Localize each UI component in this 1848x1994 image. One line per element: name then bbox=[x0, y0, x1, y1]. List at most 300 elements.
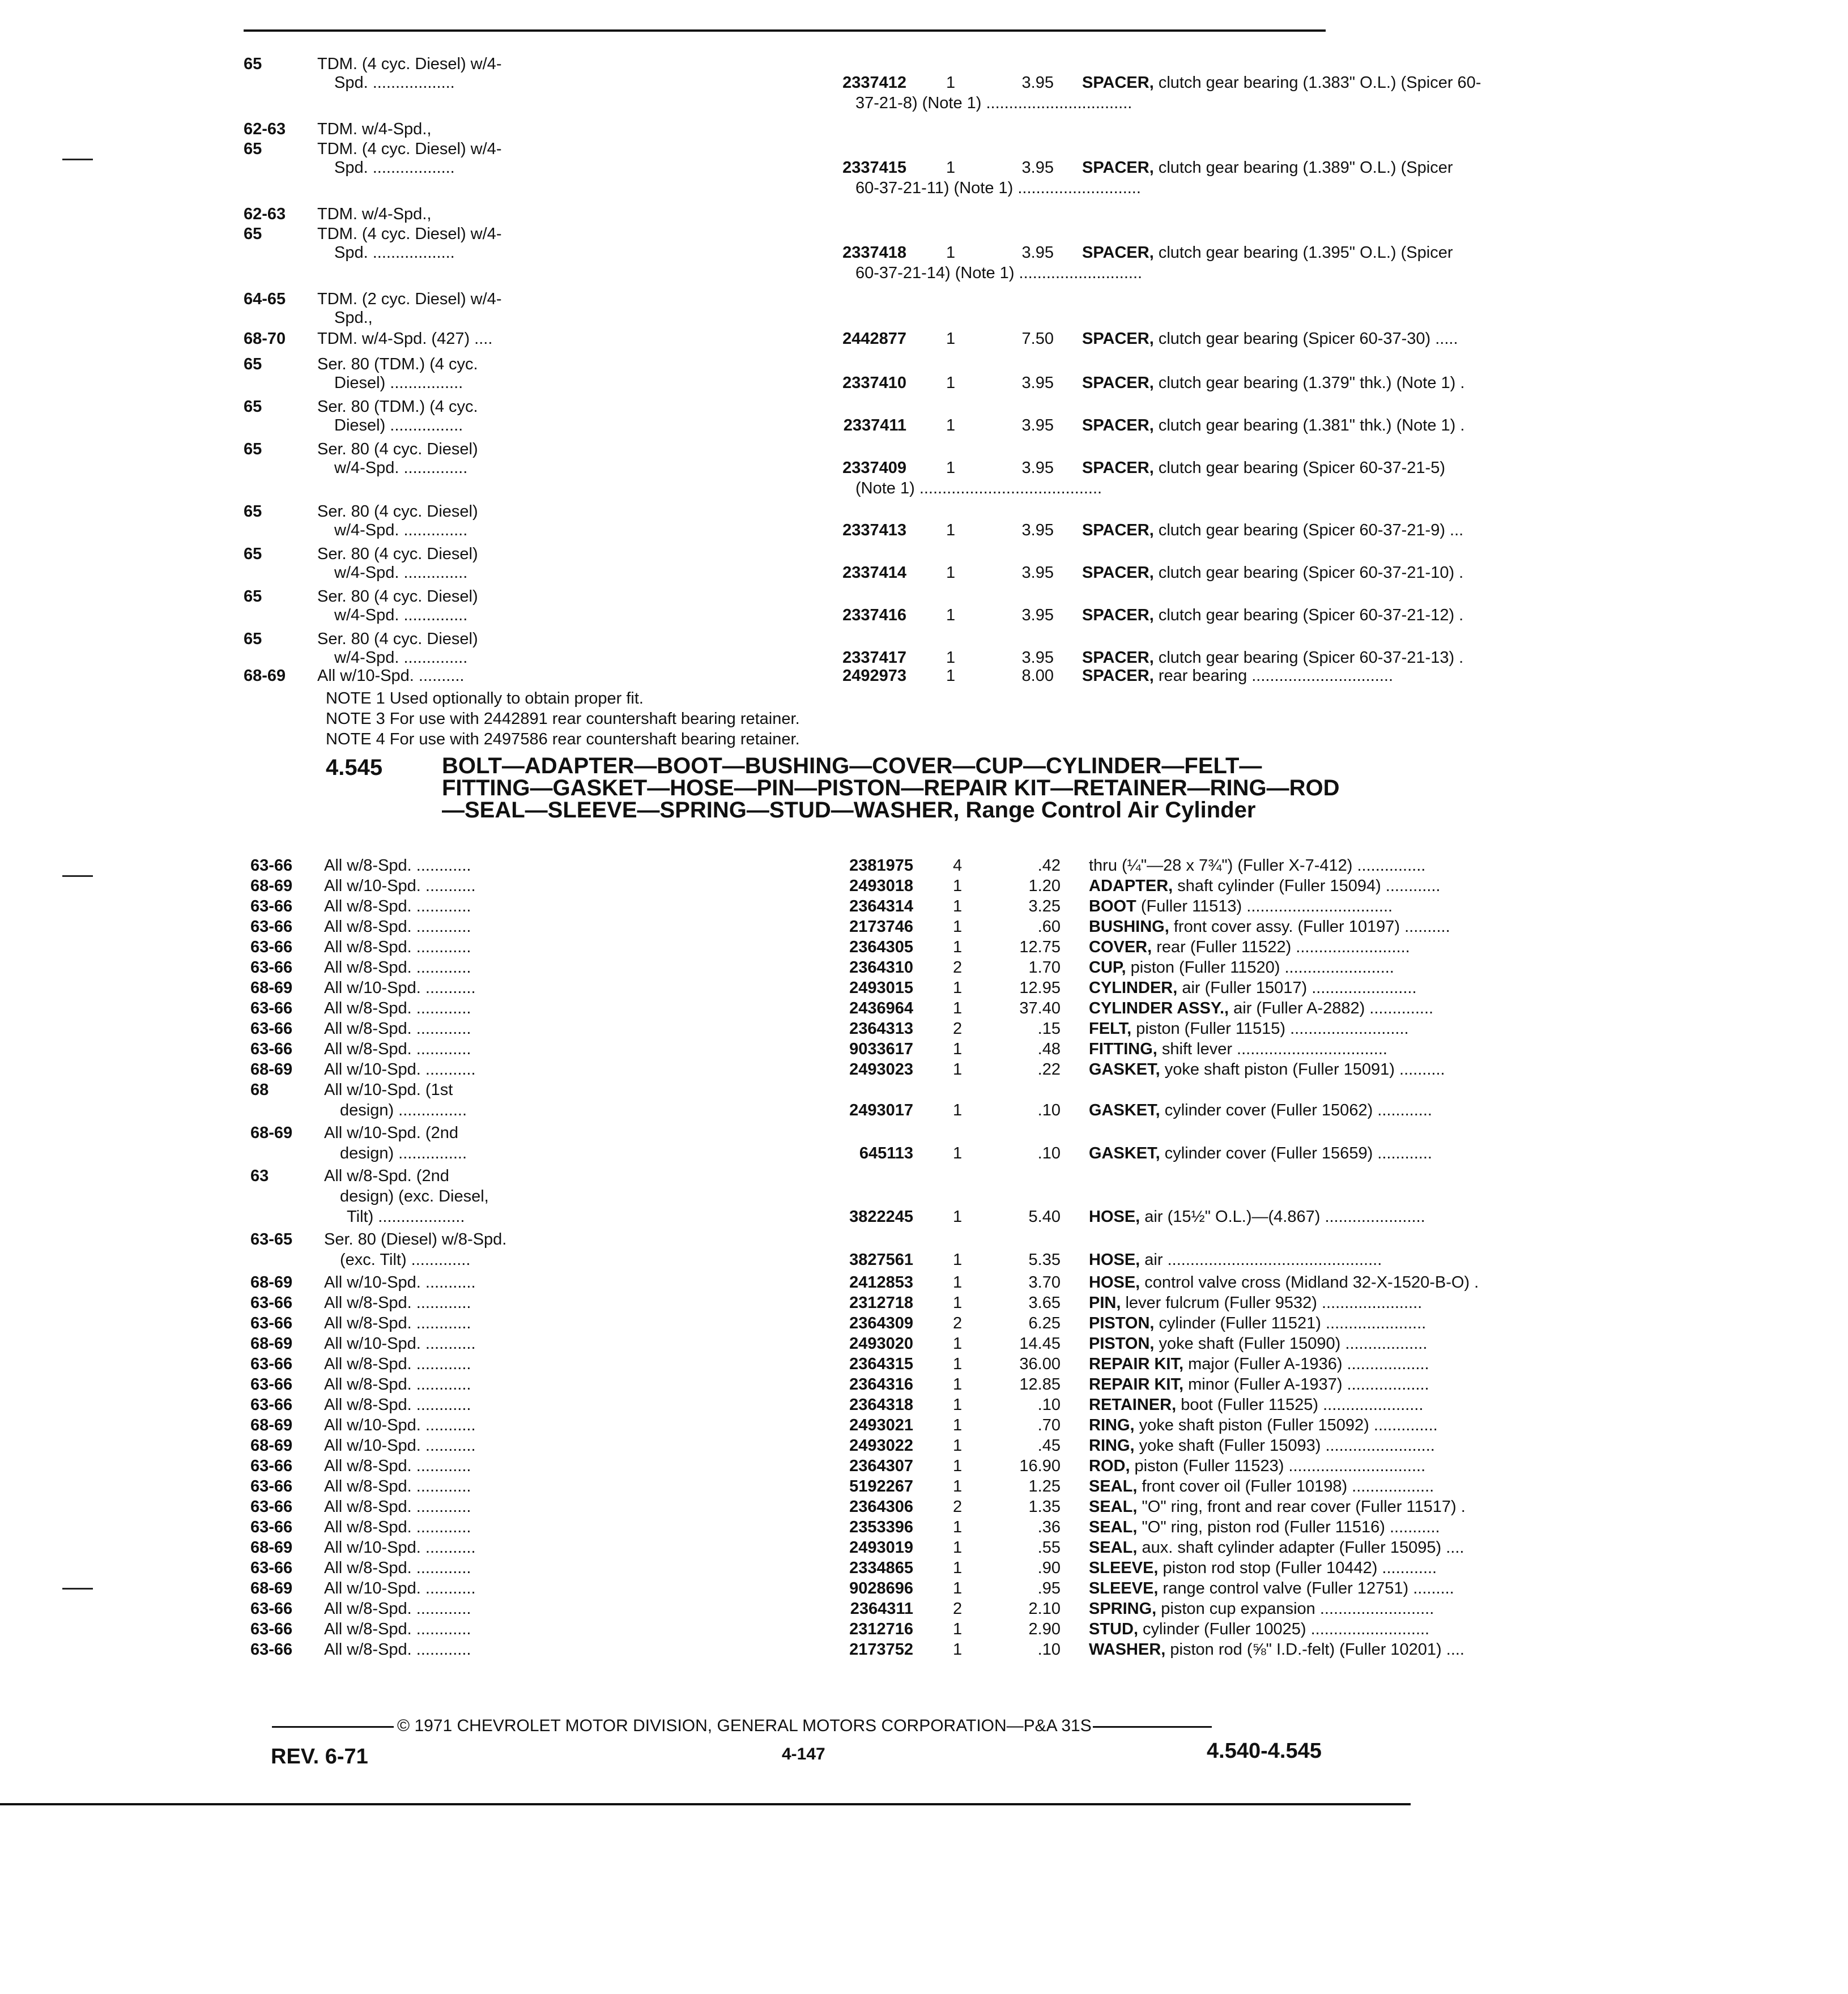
margin-mark bbox=[62, 1588, 93, 1590]
year-cell: 68-69 bbox=[250, 1579, 293, 1597]
part-name: REPAIR KIT, bbox=[1089, 1375, 1184, 1394]
description-cell bbox=[1089, 1250, 1848, 1270]
part-description: yoke shaft piston (Fuller 15092) .............. bbox=[1134, 1416, 1438, 1434]
part-description: aux. shaft cylinder adapter (Fuller 15095) .... bbox=[1137, 1539, 1464, 1557]
table-row bbox=[250, 855, 1426, 876]
description-cell bbox=[1082, 329, 1841, 349]
year-cell: 63-66 bbox=[250, 1294, 293, 1312]
year-cell: 63-66 bbox=[250, 1314, 293, 1332]
part-name: SPACER, bbox=[1082, 330, 1154, 348]
price-cell: .95 bbox=[1037, 1579, 1061, 1597]
year-cell: 62-63 bbox=[244, 205, 286, 223]
part-name: SPACER, bbox=[1082, 416, 1154, 434]
part-name: SPACER, bbox=[1082, 374, 1154, 392]
year-cell: 63-66 bbox=[250, 1355, 293, 1373]
model-cell: Ser. 80 (4 cyc. Diesel) bbox=[317, 545, 478, 563]
part-description: front cover assy. (Fuller 10197) .......... bbox=[1169, 918, 1450, 936]
quantity-cell: 4 bbox=[953, 857, 963, 875]
part-number-cell: 2337411 bbox=[843, 416, 906, 434]
model-continuation: w/4-Spd. .............. bbox=[334, 564, 468, 582]
quantity-cell: 1 bbox=[953, 999, 963, 1017]
quantity-cell: 1 bbox=[946, 649, 956, 667]
year-cell: 68-70 bbox=[244, 330, 286, 348]
price-cell: .90 bbox=[1037, 1559, 1061, 1577]
table-row bbox=[250, 998, 1434, 1019]
year-cell: 68-69 bbox=[250, 1437, 293, 1455]
part-number-cell: 2364306 bbox=[849, 1498, 913, 1516]
year-cell: 63-65 bbox=[250, 1230, 293, 1249]
part-name: SLEEVE, bbox=[1089, 1579, 1159, 1597]
quantity-cell: 1 bbox=[953, 1208, 963, 1226]
quantity-cell: 2 bbox=[953, 1020, 963, 1038]
part-number-cell: 9028696 bbox=[849, 1579, 913, 1597]
part-name: HOSE, bbox=[1089, 1208, 1140, 1226]
model-cell: All w/8-Spd. ............ bbox=[324, 1600, 471, 1618]
price-cell: .36 bbox=[1037, 1518, 1061, 1536]
year-cell: 63-66 bbox=[250, 1559, 293, 1577]
part-name: SPACER, bbox=[1082, 159, 1154, 177]
part-description: range control valve (Fuller 12751) ......... bbox=[1158, 1579, 1454, 1597]
price-cell: .10 bbox=[1037, 1641, 1061, 1659]
description-cell bbox=[1089, 876, 1848, 896]
model-cell: All w/10-Spd. ........... bbox=[324, 979, 476, 997]
price-cell: 12.85 bbox=[1019, 1375, 1061, 1394]
part-description: cylinder (Fuller 11521) ...................... bbox=[1154, 1314, 1427, 1332]
part-number-cell: 2364318 bbox=[849, 1396, 913, 1414]
part-number-cell: 2337413 bbox=[842, 521, 906, 539]
model-continuation: w/4-Spd. .............. bbox=[334, 606, 468, 624]
price-cell: .60 bbox=[1037, 918, 1061, 936]
price-cell: 16.90 bbox=[1019, 1457, 1061, 1475]
margin-mark bbox=[62, 875, 93, 877]
price-cell: 1.20 bbox=[1028, 877, 1061, 895]
description-cell bbox=[1089, 1395, 1848, 1415]
bottom-rule bbox=[0, 1803, 1411, 1805]
model-cell: All w/8-Spd. ............ bbox=[324, 1294, 471, 1312]
model-cell: TDM. (2 cyc. Diesel) w/4- bbox=[317, 290, 502, 308]
part-name: SPACER, bbox=[1082, 649, 1154, 667]
quantity-cell: 1 bbox=[953, 1641, 963, 1659]
part-number-cell: 2436964 bbox=[849, 999, 913, 1017]
quantity-cell: 1 bbox=[946, 159, 956, 177]
description-cell bbox=[1089, 937, 1848, 957]
description-cell bbox=[1089, 1313, 1848, 1333]
year-cell: 63-66 bbox=[250, 918, 293, 936]
part-description: boot (Fuller 11525) ...................... bbox=[1176, 1396, 1424, 1414]
year-cell: 63-66 bbox=[250, 1040, 293, 1058]
part-name: SLEEVE, bbox=[1089, 1559, 1159, 1577]
table-row bbox=[250, 1019, 1409, 1039]
part-number-cell: 2493022 bbox=[849, 1437, 913, 1455]
year-cell: 68-69 bbox=[250, 1273, 293, 1292]
year-cell: 65 bbox=[244, 502, 262, 521]
part-number-cell: 2173752 bbox=[849, 1641, 913, 1659]
price-cell: 3.95 bbox=[1021, 159, 1054, 177]
model-cell: All w/8-Spd. ............ bbox=[324, 1477, 471, 1496]
part-name: SEAL, bbox=[1089, 1539, 1138, 1557]
model-cell: Ser. 80 (4 cyc. Diesel) bbox=[317, 440, 478, 458]
table-row bbox=[250, 1435, 1435, 1456]
part-description: clutch gear bearing (Spicer 60-37-21-13) . bbox=[1153, 649, 1464, 667]
year-cell: 68-69 bbox=[250, 979, 293, 997]
price-cell: 37.40 bbox=[1019, 999, 1061, 1017]
table-row bbox=[250, 957, 1394, 978]
table-row bbox=[250, 1537, 1464, 1558]
quantity-cell: 1 bbox=[953, 1620, 963, 1638]
part-name: PIN, bbox=[1089, 1294, 1121, 1312]
part-number-cell: 2493019 bbox=[849, 1539, 913, 1557]
description-cell bbox=[1082, 605, 1841, 625]
table-row bbox=[250, 937, 1410, 957]
price-cell: 3.95 bbox=[1021, 459, 1054, 477]
model-cell: Ser. 80 (TDM.) (4 cyc. bbox=[317, 355, 478, 373]
part-number-cell: 2493018 bbox=[849, 877, 913, 895]
part-number-cell: 2337412 bbox=[842, 74, 906, 92]
part-number-cell: 2364305 bbox=[849, 938, 913, 956]
revision-label: REV. 6-71 bbox=[271, 1745, 368, 1769]
year-cell: 63-66 bbox=[250, 857, 293, 875]
part-number-cell: 2337414 bbox=[842, 564, 906, 582]
model-cell: All w/8-Spd. ............ bbox=[324, 938, 471, 956]
model-cell: All w/8-Spd. ............ bbox=[324, 999, 471, 1017]
model-continuation: design) ............... bbox=[340, 1101, 467, 1119]
year-cell: 68-69 bbox=[250, 877, 293, 895]
quantity-cell: 2 bbox=[953, 958, 963, 977]
part-name: RING, bbox=[1089, 1437, 1135, 1455]
model-cell: All w/8-Spd. ............ bbox=[324, 1396, 471, 1414]
model-continuation: design) ............... bbox=[340, 1144, 467, 1162]
quantity-cell: 1 bbox=[946, 416, 956, 434]
page-number: 4-147 bbox=[782, 1745, 825, 1763]
margin-mark bbox=[62, 159, 93, 160]
part-name: WASHER, bbox=[1089, 1641, 1166, 1659]
description-cell bbox=[1089, 1558, 1848, 1578]
part-number-cell: 2364309 bbox=[849, 1314, 913, 1332]
table-row bbox=[250, 1517, 1440, 1537]
part-number-cell: 2492973 bbox=[842, 667, 906, 685]
description-cell bbox=[1082, 73, 1841, 93]
price-cell: 5.35 bbox=[1028, 1251, 1061, 1269]
model-cell: TDM. w/4-Spd., bbox=[317, 205, 432, 223]
part-name: GASKET, bbox=[1089, 1060, 1160, 1079]
model-continuation: Diesel) ................ bbox=[334, 416, 463, 434]
model-continuation: w/4-Spd. .............. bbox=[334, 521, 468, 539]
year-cell: 65 bbox=[244, 630, 262, 648]
copyright-text: © 1971 CHEVROLET MOTOR DIVISION, GENERAL MOTORS CORPORATION—P&A 31S bbox=[397, 1716, 1092, 1735]
part-description: piston (Fuller 11520) ........................ bbox=[1126, 958, 1394, 977]
part-description: lever fulcrum (Fuller 9532) ...................... bbox=[1121, 1294, 1423, 1312]
description-cell bbox=[1082, 373, 1841, 393]
table-row bbox=[250, 978, 1417, 998]
description-cell bbox=[1089, 957, 1848, 978]
part-name: GASKET, bbox=[1089, 1144, 1160, 1162]
description-cell bbox=[1089, 855, 1848, 876]
quantity-cell: 2 bbox=[953, 1314, 963, 1332]
part-name: SPACER, bbox=[1082, 521, 1154, 539]
year-cell: 68-69 bbox=[250, 1539, 293, 1557]
table-row bbox=[250, 1599, 1434, 1619]
price-cell: 3.95 bbox=[1021, 416, 1054, 434]
model-continuation: design) (exc. Diesel, bbox=[340, 1187, 489, 1205]
description-cell bbox=[1082, 242, 1841, 263]
table-row bbox=[250, 1039, 1387, 1059]
quantity-cell: 2 bbox=[953, 1498, 963, 1516]
quantity-cell: 1 bbox=[953, 1273, 963, 1292]
copyright-line bbox=[272, 1716, 1212, 1736]
part-name: SPRING, bbox=[1089, 1600, 1157, 1618]
description-cell bbox=[1089, 1517, 1848, 1537]
part-number-cell: 2364316 bbox=[849, 1375, 913, 1394]
year-cell: 68-69 bbox=[244, 667, 286, 685]
table-row bbox=[250, 1558, 1437, 1578]
table-row bbox=[250, 876, 1441, 896]
price-cell: .70 bbox=[1037, 1416, 1061, 1434]
model-cell: Ser. 80 (4 cyc. Diesel) bbox=[317, 630, 478, 648]
part-description: air (15½" O.L.)—(4.867) ...................... bbox=[1140, 1208, 1425, 1226]
part-number-cell: 2442877 bbox=[842, 330, 906, 348]
part-description: shaft cylinder (Fuller 15094) ............ bbox=[1173, 877, 1441, 895]
part-name: SPACER, bbox=[1082, 606, 1154, 624]
part-description: clutch gear bearing (1.379" thk.) (Note 1) . bbox=[1153, 374, 1465, 392]
part-description: rear (Fuller 11522) ......................... bbox=[1152, 938, 1410, 956]
part-name: GASKET, bbox=[1089, 1101, 1160, 1119]
price-cell: 3.95 bbox=[1021, 521, 1054, 539]
description-cell bbox=[1082, 563, 1841, 583]
price-cell: .42 bbox=[1037, 857, 1061, 875]
model-cell: All w/8-Spd. ............ bbox=[324, 897, 471, 915]
description-cell bbox=[1089, 1019, 1848, 1039]
quantity-cell: 1 bbox=[946, 564, 956, 582]
part-description: piston cup expansion ......................... bbox=[1156, 1600, 1434, 1618]
model-cell: All w/10-Spd. ........... bbox=[324, 1060, 476, 1079]
model-continuation: Spd. .................. bbox=[334, 74, 455, 92]
year-cell: 65 bbox=[244, 355, 262, 373]
model-cell: Ser. 80 (4 cyc. Diesel) bbox=[317, 587, 478, 606]
part-description: clutch gear bearing (1.381" thk.) (Note 1) . bbox=[1153, 416, 1465, 434]
price-cell: 36.00 bbox=[1019, 1355, 1061, 1373]
part-description: yoke shaft (Fuller 15090) .................. bbox=[1154, 1335, 1428, 1353]
price-cell: 1.25 bbox=[1028, 1477, 1061, 1496]
quantity-cell: 1 bbox=[953, 1539, 963, 1557]
part-number-cell: 2312718 bbox=[849, 1294, 913, 1312]
quantity-cell: 1 bbox=[953, 1144, 963, 1162]
part-description: rear bearing ............................... bbox=[1153, 667, 1394, 685]
year-cell: 63-66 bbox=[250, 1620, 293, 1638]
model-continuation: Tilt) ................... bbox=[347, 1208, 465, 1226]
quantity-cell: 1 bbox=[953, 1251, 963, 1269]
model-continuation: Spd. .................. bbox=[334, 159, 455, 177]
table-row bbox=[250, 1333, 1428, 1354]
quantity-cell: 1 bbox=[946, 374, 956, 392]
description-cell bbox=[1082, 157, 1841, 178]
part-description: clutch gear bearing (Spicer 60-37-21-9) ... bbox=[1153, 521, 1464, 539]
part-number-cell: 2412853 bbox=[849, 1273, 913, 1292]
part-description: clutch gear bearing (1.395" O.L.) (Spicer bbox=[1153, 244, 1453, 262]
price-cell: 2.90 bbox=[1028, 1620, 1061, 1638]
model-cell: All w/10-Spd. .......... bbox=[317, 667, 465, 685]
price-cell: 3.95 bbox=[1021, 244, 1054, 262]
model-continuation: w/4-Spd. .............. bbox=[334, 459, 468, 477]
model-cell: All w/8-Spd. ............ bbox=[324, 1020, 471, 1038]
quantity-cell: 1 bbox=[953, 938, 963, 956]
part-description: clutch gear bearing (Spicer 60-37-21-12) . bbox=[1153, 606, 1464, 624]
description-cell bbox=[1082, 647, 1841, 668]
quantity-cell: 1 bbox=[946, 606, 956, 624]
table-row bbox=[244, 289, 1348, 309]
year-cell: 64-65 bbox=[244, 290, 286, 308]
part-number-cell: 5192267 bbox=[849, 1477, 913, 1496]
description-cell bbox=[1089, 1537, 1848, 1558]
year-cell: 62-63 bbox=[244, 120, 286, 138]
quantity-cell: 1 bbox=[953, 897, 963, 915]
model-cell: All w/10-Spd. ........... bbox=[324, 1416, 476, 1434]
table-row bbox=[244, 119, 1348, 139]
table-row bbox=[250, 1395, 1424, 1415]
note-line: NOTE 3 For use with 2442891 rear countershaft bearing retainer. bbox=[326, 710, 800, 728]
model-cell: All w/8-Spd. ............ bbox=[324, 1375, 471, 1394]
model-cell: TDM. w/4-Spd., bbox=[317, 120, 432, 138]
part-description: clutch gear bearing (Spicer 60-37-21-5) bbox=[1153, 459, 1445, 477]
price-cell: 3.70 bbox=[1028, 1273, 1061, 1292]
part-description: cylinder (Fuller 10025) .......................... bbox=[1138, 1620, 1430, 1638]
part-number-cell: 2364311 bbox=[850, 1600, 913, 1618]
part-number-cell: 2312716 bbox=[849, 1620, 913, 1638]
quantity-cell: 1 bbox=[953, 1559, 963, 1577]
part-description: front cover oil (Fuller 10198) .................. bbox=[1137, 1477, 1434, 1496]
model-cell: All w/8-Spd. ............ bbox=[324, 857, 471, 875]
model-cell: All w/8-Spd. ............ bbox=[324, 1641, 471, 1659]
part-number-cell: 2493021 bbox=[849, 1416, 913, 1434]
description-cell bbox=[1089, 998, 1848, 1019]
description-cell bbox=[1089, 1333, 1848, 1354]
price-cell: 1.70 bbox=[1028, 958, 1061, 977]
part-description: air (Fuller A-2882) .............. bbox=[1229, 999, 1434, 1017]
description-cell bbox=[1089, 896, 1848, 917]
part-description: minor (Fuller A-1937) .................. bbox=[1183, 1375, 1429, 1394]
quantity-cell: 1 bbox=[953, 877, 963, 895]
part-number-cell: 2337417 bbox=[842, 649, 906, 667]
part-description: yoke shaft piston (Fuller 15091) .......... bbox=[1160, 1060, 1445, 1079]
quantity-cell: 1 bbox=[946, 521, 956, 539]
section-number: 4.545 bbox=[326, 755, 383, 780]
description-cell bbox=[1089, 1293, 1848, 1313]
description-continuation: (Note 1) ........................................ bbox=[855, 479, 1102, 497]
part-name: SPACER, bbox=[1082, 459, 1154, 477]
model-cell: All w/8-Spd. ............ bbox=[324, 1040, 471, 1058]
part-description: "O" ring, front and rear cover (Fuller 11517) . bbox=[1137, 1498, 1466, 1516]
description-continuation: 60-37-21-14) (Note 1) ........................... bbox=[855, 264, 1143, 282]
price-cell: .15 bbox=[1037, 1020, 1061, 1038]
part-number-cell: 2337418 bbox=[842, 244, 906, 262]
table-row bbox=[244, 329, 1458, 349]
description-cell bbox=[1089, 1497, 1848, 1517]
quantity-cell: 1 bbox=[946, 330, 956, 348]
model-cell: All w/10-Spd. ........... bbox=[324, 1273, 476, 1292]
price-cell: 3.65 bbox=[1028, 1294, 1061, 1312]
year-cell: 63 bbox=[250, 1167, 269, 1185]
price-cell: 14.45 bbox=[1019, 1335, 1061, 1353]
model-cell: Ser. 80 (TDM.) (4 cyc. bbox=[317, 398, 478, 416]
part-name: BOOT bbox=[1089, 897, 1136, 915]
quantity-cell: 1 bbox=[953, 1518, 963, 1536]
quantity-cell: 1 bbox=[953, 1477, 963, 1496]
part-number-cell: 2353396 bbox=[849, 1518, 913, 1536]
model-continuation: Spd., bbox=[334, 309, 373, 327]
part-name: SPACER, bbox=[1082, 244, 1154, 262]
year-cell: 63-66 bbox=[250, 1457, 293, 1475]
part-description: clutch gear bearing (1.389" O.L.) (Spicer bbox=[1153, 159, 1453, 177]
part-name: PISTON, bbox=[1089, 1314, 1155, 1332]
part-name: REPAIR KIT, bbox=[1089, 1355, 1184, 1373]
part-number-cell: 2364315 bbox=[849, 1355, 913, 1373]
part-number-cell: 2493015 bbox=[849, 979, 913, 997]
model-cell: All w/8-Spd. ............ bbox=[324, 1355, 471, 1373]
part-description: piston rod (⅝" I.D.-felt) (Fuller 10201) .... bbox=[1165, 1641, 1464, 1659]
year-cell: 63-66 bbox=[250, 1641, 293, 1659]
year-cell: 63-66 bbox=[250, 1375, 293, 1394]
year-cell: 68 bbox=[250, 1081, 269, 1099]
part-name: ROD, bbox=[1089, 1457, 1130, 1475]
note-line: NOTE 4 For use with 2497586 rear countershaft bearing retainer. bbox=[326, 730, 800, 748]
table-row bbox=[250, 1374, 1429, 1395]
year-cell: 65 bbox=[244, 140, 262, 158]
part-number-cell: 2364313 bbox=[849, 1020, 913, 1038]
year-cell: 63-66 bbox=[250, 1600, 293, 1618]
price-cell: 8.00 bbox=[1021, 667, 1054, 685]
quantity-cell: 1 bbox=[953, 1335, 963, 1353]
part-number-cell: 2381975 bbox=[849, 857, 913, 875]
price-cell: .45 bbox=[1037, 1437, 1061, 1455]
description-cell bbox=[1089, 1039, 1848, 1059]
part-number-cell: 2364310 bbox=[849, 958, 913, 977]
model-cell: All w/8-Spd. ............ bbox=[324, 1457, 471, 1475]
part-description: shift lever ................................. bbox=[1157, 1040, 1387, 1058]
part-number-cell: 2493023 bbox=[849, 1060, 913, 1079]
quantity-cell: 1 bbox=[946, 667, 956, 685]
model-cell: All w/10-Spd. ........... bbox=[324, 1579, 476, 1597]
part-description: yoke shaft (Fuller 15093) ........................ bbox=[1134, 1437, 1435, 1455]
part-name: FELT, bbox=[1089, 1020, 1132, 1038]
part-name: HOSE, bbox=[1089, 1251, 1140, 1269]
year-cell: 65 bbox=[244, 55, 262, 73]
description-continuation: 37-21-8) (Note 1) ................................ bbox=[855, 94, 1132, 112]
quantity-cell: 1 bbox=[953, 1457, 963, 1475]
part-description: thru (¼"—28 x 7¾") (Fuller X-7-412) ............... bbox=[1089, 857, 1426, 875]
description-cell bbox=[1089, 1476, 1848, 1497]
quantity-cell: 1 bbox=[946, 244, 956, 262]
model-cell: All w/8-Spd. ............ bbox=[324, 1314, 471, 1332]
description-cell bbox=[1089, 1435, 1848, 1456]
part-description: (Fuller 11513) ................................ bbox=[1136, 897, 1393, 915]
description-cell bbox=[1089, 1599, 1848, 1619]
description-cell bbox=[1089, 1578, 1848, 1599]
part-number-cell: 645113 bbox=[859, 1144, 913, 1162]
description-cell bbox=[1082, 415, 1841, 436]
year-cell: 65 bbox=[244, 440, 262, 458]
year-cell: 63-66 bbox=[250, 1477, 293, 1496]
quantity-cell: 1 bbox=[946, 459, 956, 477]
section-range: 4.540-4.545 bbox=[1207, 1739, 1322, 1763]
description-cell bbox=[1089, 1354, 1848, 1374]
table-row bbox=[244, 666, 1394, 686]
price-cell: 3.95 bbox=[1021, 564, 1054, 582]
part-name: SPACER, bbox=[1082, 667, 1154, 685]
price-cell: .10 bbox=[1037, 1144, 1061, 1162]
quantity-cell: 1 bbox=[953, 1416, 963, 1434]
part-number-cell: 2364314 bbox=[849, 897, 913, 915]
part-number-cell: 2493020 bbox=[849, 1335, 913, 1353]
year-cell: 63-66 bbox=[250, 938, 293, 956]
